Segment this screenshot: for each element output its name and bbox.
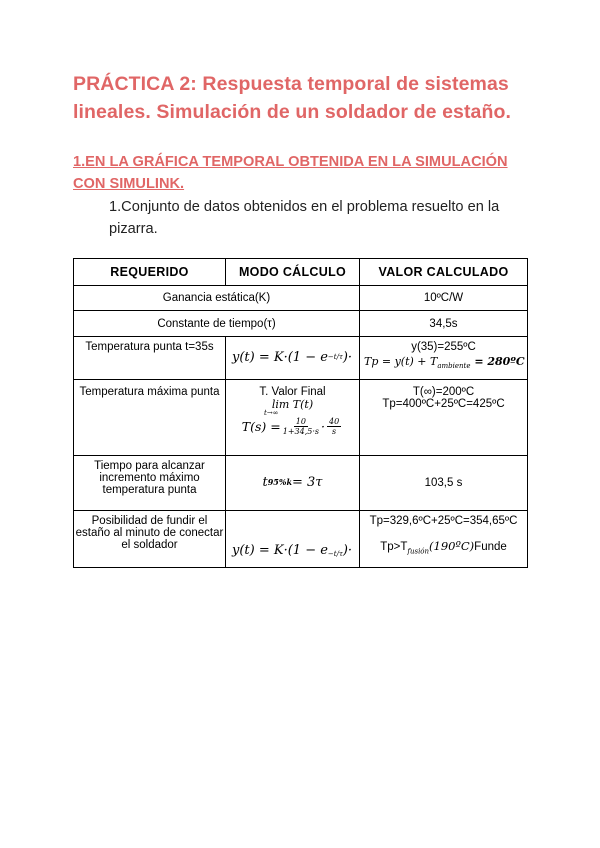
row-value: 34,5s [360, 311, 528, 337]
method-limit: lim T(t) [271, 398, 314, 411]
formula-y: y(t) = K·(1 − e −t/τ )· [232, 349, 353, 365]
value-line-2: $Tp = y(t) + T_{ambiente}$ = 280ºC [364, 355, 525, 371]
row-value [360, 511, 528, 568]
row-required: Posibilidad de fundir el estaño al minuto de conectar el soldador [74, 511, 226, 568]
row-required: Ganancia estática(K) [74, 286, 360, 311]
row-required: Temperatura máxima punta [74, 380, 226, 456]
row-method [226, 380, 360, 456]
value-line-2: $Tp>T_{fusión}(190ºC)Funde$ [380, 539, 507, 556]
row-method [226, 511, 360, 568]
header-method: MODO CÁLCULO [226, 259, 360, 286]
row-value: 103,5 s [360, 456, 528, 511]
row-required: Tiempo para alcanzar incremento máximo temperatura punta [74, 456, 226, 511]
intro-paragraph: 1.Conjunto de datos obtenidos en el problema resuelto en la pizarra. [109, 199, 500, 237]
table-row [74, 456, 528, 511]
section-heading: 1.EN LA GRÁFICA TEMPORAL OBTENIDA EN LA SIMULACIÓN CON SIMULINK. [73, 154, 508, 192]
table-row [74, 337, 528, 380]
header-value: VALOR CALCULADO [360, 259, 528, 286]
formula-y: y(t) = K·(1 − e $_{-t/\tau}$ )· [232, 543, 353, 558]
results-table [73, 258, 528, 568]
row-value: 10ºC/W [360, 286, 528, 311]
table-row [74, 380, 528, 456]
row-value [360, 380, 528, 456]
table-row [74, 511, 528, 568]
value-line-2: Tp=400ºC+25ºC=425ºC [382, 398, 505, 410]
row-required: Constante de tiempo(τ) [74, 311, 360, 337]
value-line-1: Tp=329,6ºC+25ºC=354,65ºC [369, 515, 518, 527]
method-label: T. Valor Final [259, 386, 326, 398]
method-formula: t 95%k = 3τ [262, 474, 323, 490]
table-row [74, 286, 528, 311]
row-method [226, 337, 360, 380]
table-row [74, 311, 528, 337]
method-equation: T(s) = $\frac{10}{1+34,5\cdot s}$ · 40 s [241, 417, 340, 436]
row-required: Temperatura punta t=35s [74, 337, 226, 380]
method-limit-sub: t→∞ [264, 409, 279, 417]
value-line-1: y(35)=255ºC [411, 341, 476, 353]
value-line-1: T(∞)=200ºC [412, 386, 475, 398]
page-title: PRÁCTICA 2: Respuesta temporal de sistemas lineales. Simulación de un soldador de estaño. [73, 73, 512, 123]
row-method [226, 456, 360, 511]
row-value [360, 337, 528, 380]
table-header-row [74, 259, 528, 286]
header-required: REQUERIDO [74, 259, 226, 286]
